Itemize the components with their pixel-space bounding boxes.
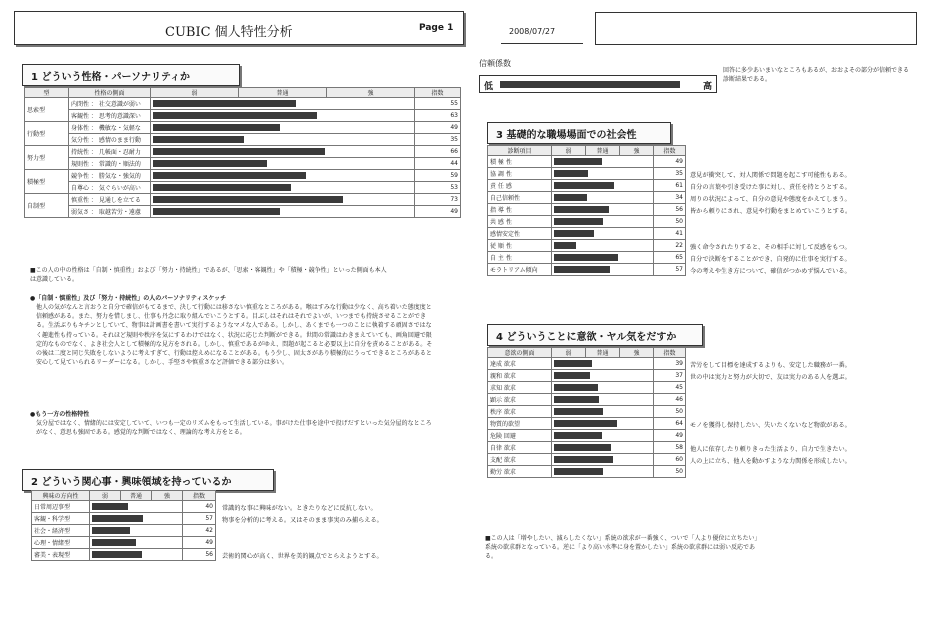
row-label: 客観性 ： 思考的意識深い [69,110,151,122]
bar-cell [552,240,654,252]
other-trait-title: ●もう一方の性格特性 [30,411,90,418]
score-bar [554,194,587,201]
score-bar [554,456,613,463]
social-table [487,145,686,276]
score-bar [554,266,610,273]
row-comment: 他人に依存したり頼りきった生活より、自力で生きたい。 [690,446,851,453]
title-box [14,11,464,45]
table-row [25,122,461,134]
type-group: 行動型 [25,122,69,146]
score-bar [554,158,602,165]
bar-cell [552,156,654,168]
score-bar [554,242,576,249]
score-bar [554,372,590,379]
table-row [488,442,686,454]
bar-cell [90,537,183,549]
table-row [488,430,686,442]
col-mid: 普通 [121,491,152,501]
bar-cell [552,394,654,406]
table-row [488,192,686,204]
row-label: 客観・科学型 [32,513,90,525]
row-label: 審美・表現型 [32,549,90,561]
row-index: 49 [654,156,686,168]
bar-cell [552,264,654,276]
row-index: 57 [183,513,216,525]
type-group: 努力型 [25,146,69,170]
bar-cell [90,549,183,561]
section-2-title: 2 どういう関心事・興味領域を持っているか [22,469,274,491]
row-index: 50 [654,406,686,418]
score-bar [554,468,603,475]
row-index: 41 [654,228,686,240]
row-index: 49 [654,430,686,442]
personality-table [24,87,461,218]
bar-cell [552,168,654,180]
row-label: 共 感 性 [488,216,552,228]
score-bar [554,218,603,225]
table-row [32,549,216,561]
row-index: 65 [654,252,686,264]
col-index: 指数 [654,146,686,156]
bar-cell [552,358,654,370]
row-index: 64 [654,418,686,430]
col-high: 強 [620,146,654,156]
row-index: 60 [654,454,686,466]
section-3-title: 3 基礎的な職場場面での社会性 [487,122,671,144]
table-row [32,501,216,513]
reliability-comment: 回答に多少あいまいなところもあるが、おおよその部分が信頼できる診断結果である。 [723,67,910,84]
score-bar [153,172,306,179]
row-label: 内閉性 ： 社交意識が弱い [69,98,151,110]
col-low: 弱 [552,146,586,156]
row-index: 34 [654,192,686,204]
row-label: 慎重性 ： 見通しを立てる [69,194,151,206]
row-index: 55 [415,98,461,110]
score-bar [92,515,143,522]
col-high: 強 [152,491,183,501]
col-low: 弱 [90,491,121,501]
row-label: 求知 欲求 [488,382,552,394]
bar-cell [90,525,183,537]
row-comment: 常識的な事に興味がない。ときたりなどに反抗しない。 [222,505,377,512]
row-index: 35 [654,168,686,180]
table-row [488,418,686,430]
col-type: 型 [25,88,69,98]
bar-cell [151,122,415,134]
bar-cell [90,513,183,525]
score-bar [554,408,603,415]
row-index: 22 [654,240,686,252]
row-index: 61 [654,180,686,192]
section-4-note: ■この人は「増やしたい、減らしたくない」系統の欲求が一番強く、ついで「人より優位に立ちたい」系統の欲求群となっている。逆に「より高い水準に身を置かしたい」系統の欲求群には弱い反応である。 [485,535,761,561]
score-bar [92,527,130,534]
table-row [488,168,686,180]
score-bar [153,100,296,107]
bar-cell [552,180,654,192]
score-bar [92,503,128,510]
score-bar [153,196,343,203]
bar-cell [151,134,415,146]
col-index: 指数 [183,491,216,501]
table-row [488,216,686,228]
score-bar [554,182,614,189]
table-row [32,537,216,549]
col-mid: 普通 [586,146,620,156]
table-row [488,358,686,370]
row-comment: 自分の言葉や引き受けた事に対し、責任を持とうとする。 [690,184,851,191]
score-bar [554,170,588,177]
bar-cell [552,252,654,264]
col-mid: 普通 [239,88,327,98]
reliability-bar [500,81,680,88]
row-comment: 苦労をして目標を達成するよりも、安定した職務が一番。 [690,362,851,369]
score-bar [153,148,325,155]
table-row [32,513,216,525]
score-bar [554,420,617,427]
table-row [25,98,461,110]
score-bar [153,124,280,131]
row-label: 達成 欲求 [488,358,552,370]
bar-cell [552,442,654,454]
row-index: 49 [415,122,461,134]
score-bar [92,539,136,546]
row-label: 規則性 ： 常識的・順法的 [69,158,151,170]
row-comment: 皆から頼りにされ、意見や行動をまとめていこうとする。 [690,208,852,215]
col-low: 弱 [151,88,239,98]
row-label: 積 極 性 [488,156,552,168]
table-row [488,454,686,466]
table-row [25,134,461,146]
row-label: 協 調 性 [488,168,552,180]
col-mid: 普通 [586,348,620,358]
section-1-title: 1 どういう性格・パーソナリティか [22,64,240,86]
row-label: 危険 回避 [488,430,552,442]
bar-cell [151,170,415,182]
bar-cell [552,454,654,466]
score-bar [153,136,244,143]
row-comment: 物事を分析的に考える。又はそのまま事実のみ捕らえる。 [222,517,383,524]
row-index: 49 [183,537,216,549]
row-index: 53 [415,182,461,194]
type-group: 思索型 [25,98,69,122]
type-group: 自制型 [25,194,69,218]
row-comment: 人の上に立ち、他人を動かすような力関係を形成したい。 [690,458,851,465]
row-index: 56 [183,549,216,561]
bar-cell [552,430,654,442]
row-comment: 自分で決断をすることができ、自発的に仕事を実行する。 [690,256,851,263]
interest-table [31,490,216,561]
date-box [501,22,583,44]
row-index: 42 [183,525,216,537]
bar-cell [552,406,654,418]
col-index: 指数 [415,88,461,98]
bar-cell [151,146,415,158]
row-index: 73 [415,194,461,206]
bar-cell [552,228,654,240]
col-high: 強 [327,88,415,98]
col-aspect: 興味の方向性 [32,491,90,501]
row-label: 物質的欲望 [488,418,552,430]
bar-cell [151,206,415,218]
col-index: 指数 [654,348,686,358]
score-bar [554,432,602,439]
col-aspect: 意欲の側面 [488,348,552,358]
bar-cell [90,501,183,513]
row-label: 気分性 ： 感情のまま行動 [69,134,151,146]
table-row [25,206,461,218]
row-index: 58 [654,442,686,454]
row-label: 指 導 性 [488,204,552,216]
row-index: 37 [654,370,686,382]
table-row [488,406,686,418]
table-row [488,394,686,406]
row-index: 66 [415,146,461,158]
row-label: 自律 欲求 [488,442,552,454]
table-row [25,158,461,170]
row-label: 自尊心 ： 気ぐらいが高い [69,182,151,194]
bar-cell [151,98,415,110]
col-low: 弱 [552,348,586,358]
row-comment: 世の中は実力と努力が大切で、友は実力のある人を選ぶ。 [690,374,851,381]
row-label: 顕示 欲求 [488,394,552,406]
table-row [488,204,686,216]
row-index: 50 [654,216,686,228]
row-index: 63 [415,110,461,122]
row-label: 競争性 ： 勝気な・強気的 [69,170,151,182]
score-bar [554,444,611,451]
row-comment: 強く命令されたりすると、その相手に対して反感をもつ。 [690,244,851,251]
table-row [32,525,216,537]
row-label: 自己信頼性 [488,192,552,204]
type-group: 積極型 [25,170,69,194]
row-index: 59 [415,170,461,182]
row-label: 感情安定性 [488,228,552,240]
row-index: 44 [415,158,461,170]
row-index: 56 [654,204,686,216]
table-row [25,182,461,194]
bar-cell [151,182,415,194]
bar-cell [552,216,654,228]
bar-cell [151,110,415,122]
table-row [25,170,461,182]
reliability-low: 低 [484,82,494,92]
row-label: 自 主 性 [488,252,552,264]
motivation-table [487,347,686,478]
table-row [488,180,686,192]
row-comment: モノを獲得し保持したい、失いたくないなど物欲がある。 [690,422,851,429]
row-label: 支配 欲求 [488,454,552,466]
table-row [25,146,461,158]
name-box [595,12,917,45]
row-comment: 今の考えや生き方について、確信がつかめず悩んでいる。 [690,268,851,275]
sketch-title: ●「自制・慎重性」及び「努力・持続性」の人のパーソナリティスケッチ [30,295,227,302]
table-row [488,370,686,382]
reliability-title: 信頼係数 [479,59,511,68]
section-1-note: ■この人の中の性格は「自制・慎重性」および「努力・持続性」であるが、「思索・客観性」や「積極・競争性」といった側面も本人は意識している。 [30,267,387,284]
score-bar [554,254,618,261]
row-comment: 芸術的関心が高く、世界を美的観点でとらえようとする。 [222,553,383,560]
row-index: 49 [415,206,461,218]
score-bar [153,184,291,191]
row-label: モラトリアム傾向 [488,264,552,276]
row-label: 持続性 ： 几帳面・忍耐力 [69,146,151,158]
row-index: 46 [654,394,686,406]
right-page [475,0,950,633]
col-high: 強 [620,348,654,358]
col-aspect: 性格の側面 [69,88,151,98]
table-row [488,466,686,478]
score-bar [554,230,594,237]
page-label: Page 1 [419,23,454,33]
table-row [488,228,686,240]
row-label: 従 順 性 [488,240,552,252]
report-date: 2008/07/27 [509,27,556,36]
row-label: 親和 欲求 [488,370,552,382]
bar-cell [552,382,654,394]
score-bar [554,360,592,367]
reliability-high: 高 [703,82,713,92]
bar-cell [151,158,415,170]
table-row [488,156,686,168]
row-label: 身体性 ： 機敏な・気軽な [69,122,151,134]
score-bar [153,208,280,215]
row-label: 心理・情緒型 [32,537,90,549]
row-label: 責 任 感 [488,180,552,192]
sketch-body: 他人の気がなんと言おうと自分で確信がもてるまで、決して行動には移さない慎重なところがある。喉はすみな行動は少なく、高ち着いた態度度と信頼感がある。また、努力を惜しまし、仕事も丹念に取り組んでいこうとする。目ぶしはそれはそれでよいが、いつまでも持続させることができる。生活ぶりもキチンとしていて、物事は計画書を書いて実行するようなマメな人である。しかし、あくまでも一つのことに執着する頑固さではなく趣進性も持っている。それほど規則や秩序を気にするわけではなく、状況に応じた判断ができる。世間の常識はわきまえていても、画角回避で限定的なものでなく、よき社会人として積極的な見方をされる。しかし、慎重であるがゆえ、問題が起こると必要以上に自分を責めることがある。その後は二度と同じ失敗をしないように考えすぎて、行動は控えめになることがある。もう少し、固太さがあり積極的にうってできるところがあると安心して見ていられるリーダーになる。しかし、手堅さや慎重さなど評価できる部分は多い。 [36,304,433,367]
bar-cell [151,194,415,206]
table-row [488,252,686,264]
row-label: 弱気さ ： 取越苦労・遠慮 [69,206,151,218]
col-aspect: 診断項目 [488,146,552,156]
bar-cell [552,466,654,478]
row-comment: 意見が衝突して、対人関係で問題を起こす可能性もある。 [690,172,851,179]
score-bar [153,112,317,119]
score-bar [92,551,142,558]
row-index: 39 [654,358,686,370]
bar-cell [552,418,654,430]
row-index: 45 [654,382,686,394]
row-label: 社会・経済型 [32,525,90,537]
score-bar [153,160,267,167]
bar-cell [552,370,654,382]
bar-cell [552,204,654,216]
row-index: 50 [654,466,686,478]
report-title: CUBIC 個人特性分析 [165,25,293,40]
row-index: 35 [415,134,461,146]
row-comment: 周りの状況によって、自分の意見や態度をかえてしまう。 [690,196,851,203]
table-row [488,264,686,276]
row-index: 57 [654,264,686,276]
bar-cell [552,192,654,204]
table-row [488,240,686,252]
score-bar [554,396,599,403]
score-bar [554,384,598,391]
row-label: 勤労 欲求 [488,466,552,478]
reliability-scale [479,75,717,93]
table-row [488,382,686,394]
row-label: 日常周辺事型 [32,501,90,513]
table-row [25,194,461,206]
row-index: 40 [183,501,216,513]
section-4-title: 4 どういうことに意欲・ヤル気をだすか [487,324,703,346]
other-trait-body: 気分屋ではなく、情緒的には安定していて、いつも一定のリズムをもって生活している。事がけた仕事を途中で投げだすといった気分屋的なところがなく、意思も強固である。感覚的な判断ではなく、理論的な考え方をとる。 [36,420,432,437]
score-bar [554,206,609,213]
table-row [25,110,461,122]
row-label: 秩序 欲求 [488,406,552,418]
